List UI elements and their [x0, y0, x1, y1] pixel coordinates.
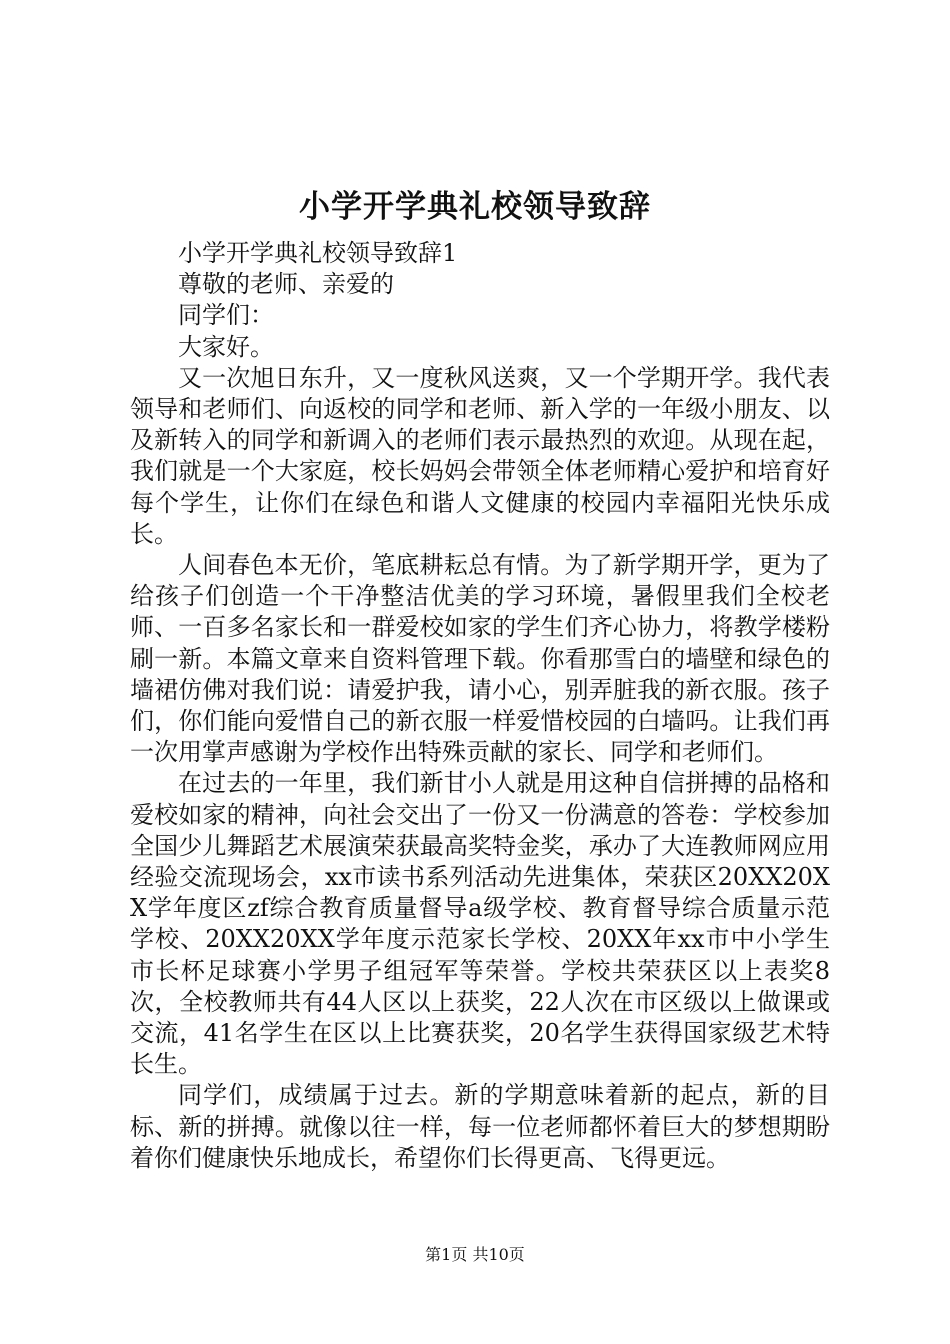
page-number-footer: 第1页 共10页 [425, 1245, 525, 1264]
paragraph-environment: 人间春色本无价，笔底耕耘总有情。为了新学期开学，更为了给孩子们创造一个干净整洁优美的学习环境，暑假里我们全校老师、一百多名家长和一群爱校如家的学生们齐心协力，将教学楼粉刷一新。本篇文章来自资料管理下载。你看那雪白的墙壁和绿色的墙裙仿佛对我们说：请爱护我，请小心，别弄脏我的新衣服。孩子们，你们能向爱惜自己的新衣服一样爱惜校园的白墙吗。让我们再一次用掌声感谢为学校作出特殊贡献的家长、同学和老师们。 [130, 551, 830, 767]
paragraph-welcome: 又一次旭日东升，又一度秋风送爽，又一个学期开学。我代表领导和老师们、向返校的同学和老师、新入学的一年级小朋友、以及新转入的同学和新调入的老师们表示最热烈的欢迎。从现在起，我们就是一个大家庭，校长妈妈会带领全体老师精心爱护和培育好每个学生，让你们在绿色和谐人文健康的校园内幸福阳光快乐成长。 [130, 363, 830, 548]
document-title: 小学开学典礼校领导致辞 [299, 189, 651, 225]
paragraph-new-term: 同学们，成绩属于过去。新的学期意味着新的起点，新的目标、新的拼搏。就像以往一样，每一位老师都怀着巨大的梦想期盼着你们健康快乐地成长，希望你们长得更高、飞得更远。 [130, 1081, 830, 1172]
paragraph-achievements: 在过去的一年里，我们新甘小人就是用这种自信拼搏的品格和爱校如家的精神，向社会交出了一份又一份满意的答卷：学校参加全国少儿舞蹈艺术展演荣获最高奖特金奖，承办了大连教师网应用经验交流现场会，xx市读书系列活动先进集体，荣获区20XX20XX学年度区zf综合教育质量督导a级学校、教育督导综合质量示范学校、20XX20XX学年度示范家长学校、20XX年xx市中小学生市长杯足球赛小学男子组冠军等荣誉。学校共荣获区以上表奖8次，全校教师共有44人区以上获奖，22人次在市区级以上做课或交流，41名学生在区以上比赛获奖，20名学生获得国家级艺术特长生。 [130, 769, 830, 1079]
paragraph-subtitle: 小学开学典礼校领导致辞1 [178, 239, 458, 267]
paragraph-salutation-1: 尊敬的老师、亲爱的 [178, 270, 394, 299]
document-body [130, 238, 830, 1174]
paragraph-greeting: 大家好。 [178, 332, 274, 361]
paragraph-salutation-2: 同学们： [178, 301, 274, 330]
